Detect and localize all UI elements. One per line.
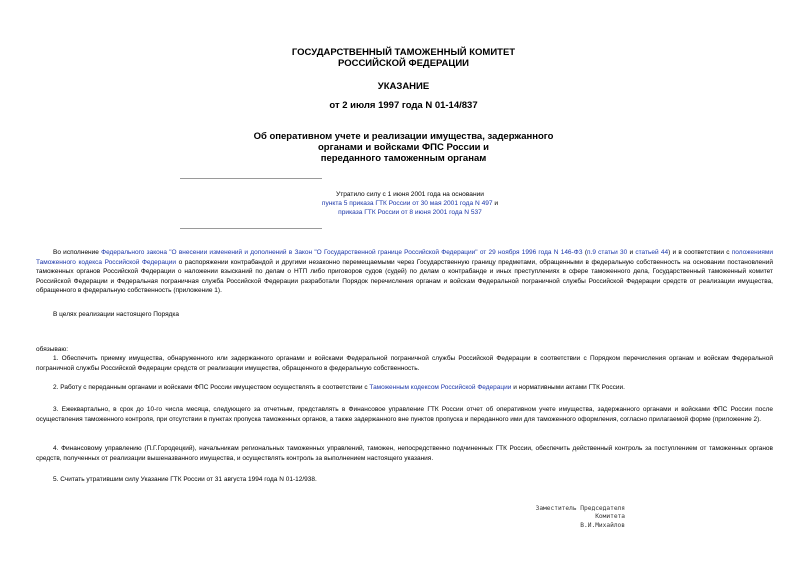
item-2-block: [36, 383, 773, 393]
item-5: 5. Считать утратившим силу Указание ГТК России от 31 августа 1994 года N 01-12/938.: [53, 476, 317, 483]
article-44-link[interactable]: статьей 44: [635, 249, 669, 256]
purpose-paragraph: [36, 310, 773, 320]
item-2-text-1: 2. Работу с переданным органами и войсками ФПС России имуществом осуществлять в соответствии с: [53, 384, 370, 391]
signatory-name: В.И.Михайлов: [580, 521, 625, 529]
intro-text-5: о распоряжении контрабандой и другими незаконно перемещаемыми через Государственную границу предметами, обращенными в федеральную собственность на основании постановлений таможенных органов Российской Федерации о наложении взысканий по делам о НТП либо приговоров судов (судей) по делам о контрабанде и иных преступлениях в сфере таможенного дела, Государственный таможенный комитет Российской Федерации и Федеральная пограничная служба Российской Федерации разработали Порядок перечисления органам и войскам Федеральной пограничной службы Российской Федерации средств от реализации имущества, обращенного в федеральную собственность (приложение 1).: [36, 258, 774, 295]
intro-text-3: и: [627, 249, 636, 256]
status-line: Утратило силу с 1 июня 2001 года на основании: [336, 191, 484, 198]
document-title-line-3: переданного таможенным органам: [320, 153, 487, 164]
signature-block: [522, 505, 625, 530]
signatory-body: Комитета: [595, 513, 625, 521]
divider-top: [180, 178, 322, 179]
obligation-label: обязываю:: [36, 346, 69, 353]
intro-paragraph: [36, 248, 773, 296]
document-title-line-1: Об оперативном учете и реализации имущества, задержанного: [253, 131, 554, 142]
item-2-text-2: и нормативными актами ГТК России.: [511, 384, 625, 391]
item-3: 3. Ежеквартально, в срок до 10-го числа месяца, следующего за отчетным, представлять в Финансовое управление ГТК России отчет об оперативном учете имущества, задержанного органами и войсками ФПС России после осуществления таможенного контроля, при отсутствии в пунктах пропуска таможенных органов, а также задержанного вне пунктов пропуска и переданного ими для таможенного оформления, согласно прилагаемой форме (приложение 2).: [36, 406, 773, 423]
signatory-position: Заместитель Председателя: [535, 505, 625, 512]
divider-bottom: [180, 228, 322, 229]
repeal-order-link-2[interactable]: приказа ГТК России от 8 июня 2001 года N 537: [338, 209, 482, 217]
repeal-order-link-1[interactable]: пункта 5 приказа ГТК России от 30 мая 2001 года N 497: [321, 200, 493, 208]
item-1: 1. Обеспечить приемку имущества, обнаруженного или задержанного органами и войсками Федеральной пограничной службы Российской Федерации в соответствии с Порядком перечисления органам и войскам Федеральной пограничной службы Российской Федерации средств от реализации имущества, обращенного в федеральную собственность.: [36, 355, 773, 372]
status-note: [300, 190, 520, 218]
status-links-line: [300, 199, 520, 208]
purpose-text: В целях реализации настоящего Порядка: [53, 311, 179, 318]
item-3-block: [36, 405, 773, 424]
item-2: [36, 383, 773, 393]
federal-law-link[interactable]: Федерального закона "О внесении изменений и дополнений в Закон "О Государственной границе Российской Федерации" от 29 ноября 1996 года N 146-ФЗ: [101, 249, 583, 256]
item-1-block: [36, 354, 773, 373]
document-title-line-2: органами и войсками ФПС России и: [318, 142, 489, 153]
intro-text-1: Во исполнение: [53, 249, 102, 256]
issuer-line-1: ГОСУДАРСТВЕННЫЙ ТАМОЖЕННЫЙ КОМИТЕТ: [291, 47, 516, 58]
customs-code-link-2[interactable]: Таможенным кодексом Российской Федерации: [369, 384, 512, 391]
issuer-line-2: РОССИЙСКОЙ ФЕДЕРАЦИИ: [337, 58, 469, 69]
article-30-link[interactable]: п.9 статьи 30: [587, 249, 628, 256]
item-4-block: [36, 444, 773, 463]
item-4: 4. Финансовому управлению (П.Г.Городецкий), начальникам региональных таможенных управлений, таможен, непосредственно подчиненных ГТК России, обеспечить действенный контроль за поступлением от таможенных органов средств, полученных от реализации вышеназванного имущества, и осуществлять контроль за выполнением настоящего указания.: [36, 445, 773, 462]
intro-text-2: (: [582, 249, 587, 256]
customs-code-link[interactable]: положениями Таможенного кодекса Российской Федерации: [36, 249, 773, 266]
item-5-block: [36, 475, 773, 485]
document-type: УКАЗАНИЕ: [377, 81, 430, 92]
document-date-number: от 2 июля 1997 года N 01-14/837: [329, 100, 478, 111]
intro-text-4: ) и в соответствии с: [668, 249, 732, 256]
status-conjunction: и: [492, 200, 499, 208]
